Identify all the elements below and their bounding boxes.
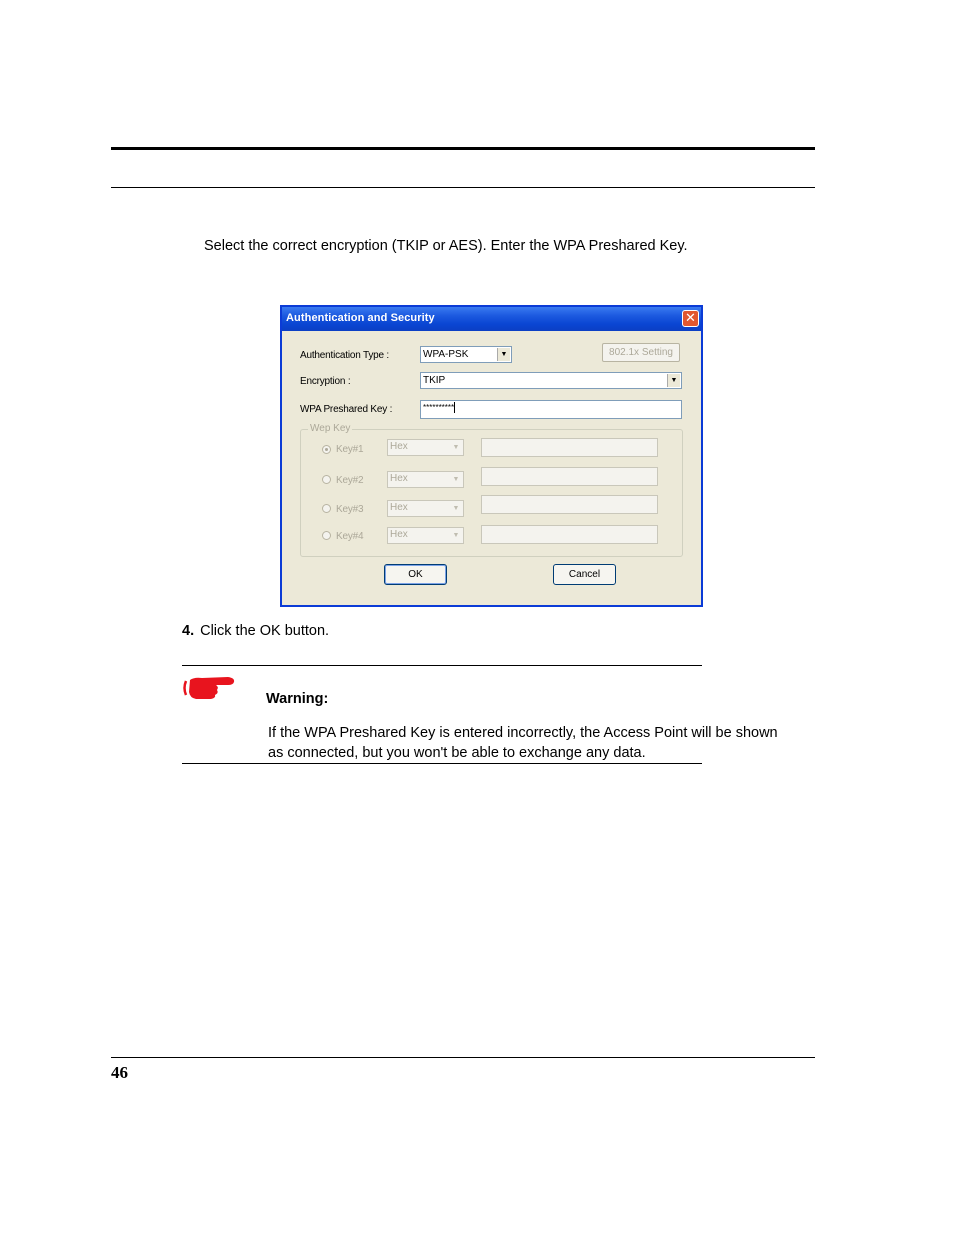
wep-key-group-label: Wep Key [310, 423, 351, 434]
chevron-down-icon: ▼ [497, 348, 510, 361]
warning-rule-bottom [182, 763, 702, 764]
auth-type-select[interactable] [420, 346, 512, 363]
encryption-value: TKIP [423, 375, 446, 386]
key3-input[interactable] [481, 495, 658, 514]
cancel-button[interactable]: Cancel [553, 564, 616, 585]
key2-format-value: Hex [390, 473, 408, 484]
key3-radio[interactable] [322, 504, 331, 513]
wpa-key-value: ********** [423, 403, 455, 412]
chevron-down-icon: ▼ [450, 529, 462, 542]
key4-format-value: Hex [390, 529, 408, 540]
auth-type-label: Authentication Type : [300, 350, 390, 361]
header-rule-thick [111, 147, 815, 150]
key2-format-select[interactable] [387, 471, 464, 488]
key1-label: Key#1 [336, 444, 364, 455]
key3-format-select[interactable] [387, 500, 464, 517]
auth-type-value: WPA-PSK [423, 349, 469, 360]
key2-input[interactable] [481, 467, 658, 486]
warning-title: Warning: [266, 691, 329, 707]
key2-radio[interactable] [322, 475, 331, 484]
chevron-down-icon: ▼ [450, 441, 462, 454]
key4-input[interactable] [481, 525, 658, 544]
key3-label: Key#3 [336, 504, 364, 515]
step-4 [182, 623, 329, 639]
close-icon[interactable]: ✕ [682, 310, 699, 327]
setting-button[interactable]: 802.1x Setting [602, 343, 680, 362]
dialog-title: Authentication and Security [286, 312, 435, 324]
key1-format-select[interactable] [387, 439, 464, 456]
page-number: 46 [111, 1063, 128, 1082]
key4-format-select[interactable] [387, 527, 464, 544]
warning-body: If the WPA Preshared Key is entered incorrectly, the Access Point will be shown as connected, but you won't be able to exchange any data. [268, 725, 778, 761]
key3-format-value: Hex [390, 502, 408, 513]
key4-label: Key#4 [336, 531, 364, 542]
step-number: 4. [182, 623, 195, 639]
encryption-label: Encryption : [300, 376, 351, 387]
key1-radio[interactable] [322, 445, 331, 454]
dialog-titlebar [282, 307, 701, 331]
key2-label: Key#2 [336, 475, 364, 486]
header-rule-thin [111, 187, 815, 188]
key4-radio[interactable] [322, 531, 331, 540]
chevron-down-icon: ▼ [450, 502, 462, 515]
footer-rule [111, 1057, 815, 1058]
step-text: Click the OK button. [200, 623, 330, 639]
warning-rule-top [182, 665, 702, 666]
ok-button[interactable]: OK [384, 564, 447, 585]
key1-format-value: Hex [390, 441, 408, 452]
chevron-down-icon: ▼ [450, 473, 462, 486]
pointing-hand-icon [182, 674, 236, 702]
auth-security-dialog [280, 305, 703, 607]
key1-input[interactable] [481, 438, 658, 457]
encryption-select[interactable] [420, 372, 682, 389]
chevron-down-icon: ▼ [667, 374, 680, 387]
intro-text: Select the correct encryption (TKIP or AES). Enter the WPA Preshared Key. [204, 238, 688, 254]
wpa-key-input[interactable] [420, 400, 682, 419]
wpa-key-label: WPA Preshared Key : [300, 404, 393, 415]
